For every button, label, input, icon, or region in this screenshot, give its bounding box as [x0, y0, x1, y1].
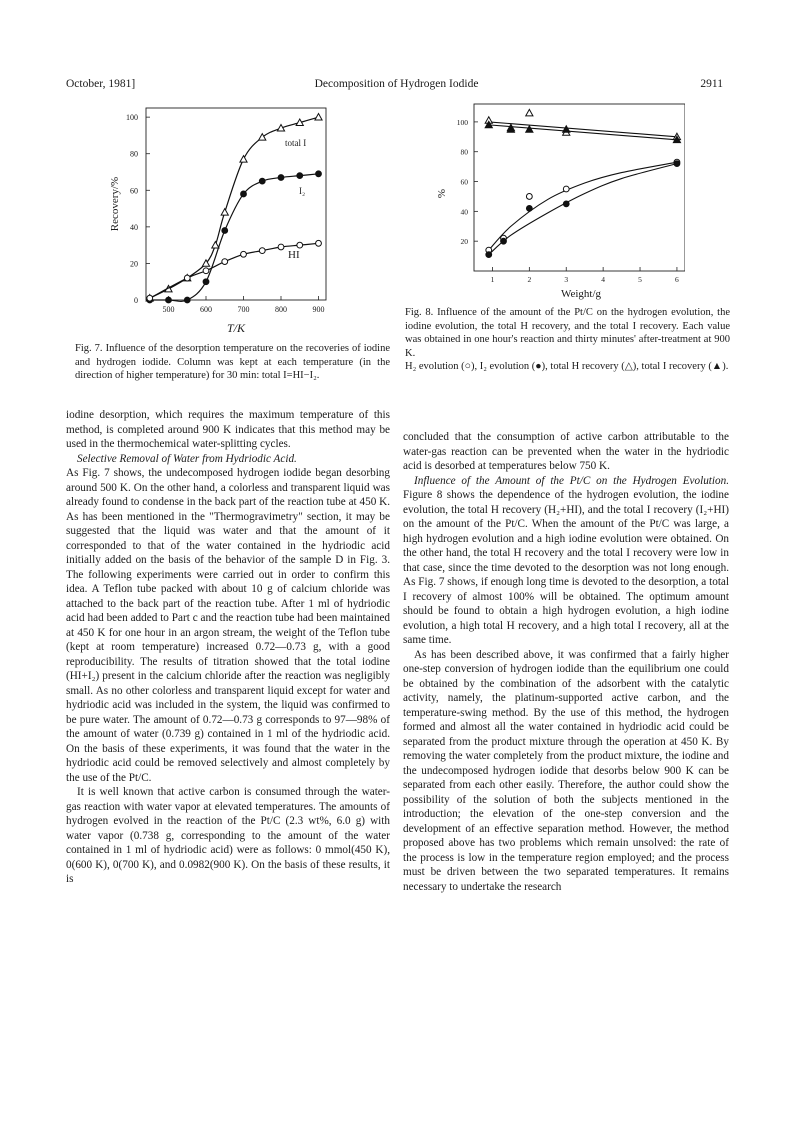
y-tick-label: 60: [130, 186, 138, 196]
fig8-recovery-lines: [489, 122, 677, 255]
data-point: [486, 252, 492, 258]
fig7-series: [147, 171, 322, 303]
data-point: [563, 186, 569, 192]
fig7-caption-text: Influence of the desorption temperature on the recoveries of iodine and hydrogen iodide. Column was kept at each temperature (in the direction of higher temperature) for 30 min: total I=HI−I₂.: [75, 343, 390, 382]
data-point: [184, 297, 190, 303]
data-point: [501, 238, 507, 244]
data-point: [316, 171, 322, 177]
data-point: [240, 156, 247, 162]
x-tick-label: 800: [275, 305, 287, 314]
paragraph: [66, 466, 390, 785]
x-tick-label: 6: [675, 275, 679, 284]
data-point: [222, 228, 228, 234]
y-tick-label: 40: [130, 222, 138, 232]
right-text-column: [403, 430, 729, 894]
paragraph: [66, 408, 390, 452]
data-point: [212, 242, 219, 248]
y-tick-label: 20: [460, 237, 468, 247]
paragraph: [403, 474, 729, 648]
running-header-title: Decomposition of Hydrogen Iodide: [314, 78, 479, 90]
data-point: [259, 134, 266, 140]
data-point: [526, 126, 533, 132]
y-axis-label: %: [436, 188, 448, 199]
paragraph: [403, 648, 729, 895]
x-tick-label: 3: [564, 275, 569, 284]
data-point: [221, 209, 228, 215]
data-point: [278, 175, 284, 181]
data-point: [184, 275, 190, 281]
x-tick-label: 600: [200, 305, 212, 314]
paragraph-text: concluded that the consumption of active carbon attributable to the water-gas reaction can be prevented when the water in the hydriodic acid is desorbed at temperatures below 750 K.: [403, 431, 729, 472]
fig8-caption-legend: H₂ evolution (○), I₂ evolution (●), total H recovery (△), total I recovery (▲).: [405, 361, 729, 373]
paragraph: [66, 452, 390, 467]
y-tick-label: 60: [460, 177, 468, 187]
data-point: [674, 161, 680, 167]
y-tick-label: 100: [456, 117, 468, 127]
fig8-caption-text: Influence of the amount of the Pt/C on the hydrogen evolution, the iodine evolution, the total H recovery, and the total I recovery. Each value was obtained in one hour's reaction and thirty minutes' after-treatment at 900 K.: [405, 307, 731, 359]
data-point: [166, 297, 172, 303]
data-point: [526, 194, 532, 200]
series-line: [150, 174, 319, 302]
h2-trend-curve: [489, 162, 677, 250]
x-tick-label: 1: [490, 275, 495, 284]
y-tick-label: 40: [460, 207, 468, 217]
data-point: [316, 240, 322, 246]
section-heading: Influence of the Amount of the Pt/C on the Hydrogen Evolution.: [414, 474, 729, 487]
y-tick-label: 20: [130, 259, 138, 269]
fig7-plot-frame: [146, 108, 326, 300]
x-tick-label: 500: [162, 305, 175, 314]
data-point: [147, 295, 153, 301]
x-tick-label: 900: [312, 305, 325, 314]
paragraph-text: As Fig. 7 shows, the undecomposed hydrogen iodide began desorbing around 500 K. On the other hand, a colorless and transparent liquid was already found to condense in the back part of the reaction tube at 450 K. As has been mentioned in the "Thermogravimetry" section, it may be suggested that the liquid was water and that the amount of it corresponded to that of the water contained in the hydriodic acid initially added on the basis of the behavior of the sample D in Fig. 3. The following experiments were carried out in order to confirm this idea. A Teflon tube packed with about 10 g of calcium chloride was attached to the back part of the reaction tube. After 1 ml of hydriodic acid had been added to Part c and the reaction tube had been maintained at 450 K for one hour in an argon stream, the weight of the Teflon tube (kept at room temperature) increased 0.72—0.73 g, with a good reproducibility. The results of titration showed that the total iodine (HI+I₂) present in the calcium chloride after the reaction was negligibly small. As no other colorless and transparent liquid except for water and hydriodic acid was included in the system, the liquid was confirmed to be pure water. The amount of 0.72—0.73 g corresponds to 97—98% of the amount of water (0.739 g) contained in 1 ml of the hydriodic acid. On the basis of these experiments, it was found that the water in the hydriodic acid could be removed selectively and almost completely by the use of the Pt/C.: [66, 467, 390, 784]
paragraph-text: iodine desorption, which requires the maximum temperature of this method, is completed around 900 K indicates that this method may be used in the thermochemical water-splitting cycles.: [66, 409, 390, 450]
data-point: [315, 114, 322, 120]
fig8-series: [486, 161, 680, 258]
y-axis-label: Recovery/%: [109, 176, 121, 232]
fig8-caption: [405, 306, 730, 374]
total-i-trend-line: [489, 125, 677, 140]
fig8-chart: [425, 100, 685, 302]
data-point: [241, 251, 247, 257]
series-label: I₂: [299, 186, 306, 196]
section-heading: Selective Removal of Water from Hydriodic Acid.: [77, 452, 297, 465]
left-text-column: [66, 408, 390, 887]
data-point: [526, 109, 533, 115]
data-point: [297, 242, 303, 248]
x-tick-label: 2: [527, 275, 532, 284]
series-label: HI: [288, 249, 300, 261]
data-point: [563, 201, 569, 207]
data-point: [203, 268, 209, 274]
y-tick-label: 80: [130, 149, 138, 159]
fig7-caption: [75, 342, 390, 383]
data-point: [278, 244, 284, 250]
data-point: [241, 191, 247, 197]
i2-trend-curve: [489, 164, 677, 255]
data-point: [259, 178, 265, 184]
fig8-series: [486, 159, 680, 253]
y-tick-label: 80: [460, 147, 468, 157]
data-point: [259, 248, 265, 254]
total-h-trend-line: [489, 122, 677, 137]
paragraph: [403, 430, 729, 474]
fig7-caption-label: Fig. 7.: [75, 343, 103, 354]
x-axis-label: Weight/g: [560, 288, 602, 300]
fig7-chart: [100, 102, 340, 338]
series-label: total I: [285, 138, 307, 148]
paragraph-text: Figure 8 shows the dependence of the hydrogen evolution, the iodine evolution, the total H recovery (H₂+HI), and the total I recovery (I₂+HI) on the amount of the Pt/C. When the amount of the Pt/C was large, a high hydrogen evolution and a high iodine evolution were obtained. On the other hand, the total H recovery and the total I recovery were low in that case, since the time devoted to the desorption was not long enough. As Fig. 7 shows, if enough long time is devoted to the desorption, a total I recovery of almost 100% will be obtained. The optimum amount should be found to obtain a high hydrogen evolution, a high iodine evolution, a high total H recovery, and a high total I recovery, all at the same time.: [403, 489, 729, 646]
paragraph-text: As has been described above, it was confirmed that a fairly higher one-step conversion of hydrogen iodide than the equilibrium one could be obtained by the combination of the adsorbent with the catalytic activity, namely, the platinum-supported active carbon, and the temperature-swing method. By the use of this method, the hydrogen formed and almost all the water contained in hydriodic acid could be separated from the product mixture through the operation at 450 K. By removing the water completely from the product mixture, the iodine and the undecomposed hydrogen iodide that desorbs below 900 K can be separated from each other easily. Therefore, the author could show the possibility of the solution of both the subjects mentioned in the introduction; the elevation of the one-step conversion and the development of an effective separation method. However, the method proposed above has two problems which remain unsolved: the rate of the process is low in the temperature region employed; and the process must be driven between the two separated temperatures. It remains necessary to undertake the research: [403, 648, 729, 893]
paragraph-text: It is well known that active carbon is consumed through the water-gas reaction with water vapor at elevated temperatures. The amounts of hydrogen evolved in the reaction of the Pt/C (2.3 wt%, 6.0 g) with water vapor (0.738 g, corresponding to the amount of the water contained in 1 ml of hydriodic acid) were as follows: 0 mmol(450 K), 0(600 K), 0(700 K), and 0.0982(900 K). On the basis of these results, it is: [66, 786, 390, 885]
running-header-date: October, 1981]: [66, 78, 136, 90]
data-point: [526, 205, 532, 211]
data-point: [297, 173, 303, 179]
x-tick-label: 700: [237, 305, 250, 314]
paragraph: [66, 785, 390, 887]
data-point: [222, 259, 228, 265]
x-tick-label: 4: [601, 275, 606, 284]
page-number: 2911: [700, 78, 723, 90]
data-point: [563, 126, 570, 132]
y-tick-label: 100: [126, 113, 138, 123]
data-point: [203, 279, 209, 285]
y-tick-label: 0: [134, 296, 138, 305]
x-axis-label: T/K: [226, 321, 246, 335]
x-tick-label: 5: [638, 275, 642, 284]
fig8-caption-label: Fig. 8.: [405, 307, 434, 318]
